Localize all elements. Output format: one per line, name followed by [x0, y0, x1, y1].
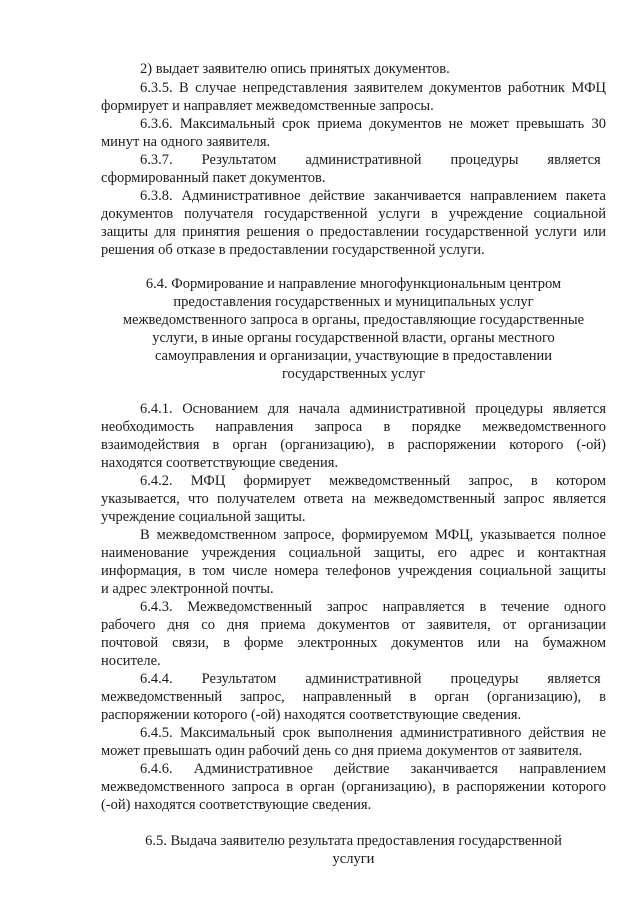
para-line: взаимодействия в орган (организацию), в распоряжении которого (-ой) [101, 437, 606, 453]
para-line: информация, в том числе номера телефонов учреждения социальной защиты [101, 563, 606, 579]
para-line: указывается, что получателем ответа на межведомственный запрос является [101, 491, 606, 507]
section-heading: услуги [332, 851, 375, 867]
para-line: 6.4.2. МФЦ формирует межведомственный запрос, в котором [140, 473, 606, 489]
section-heading: межведомственного запроса в органы, предоставляющие государственные [122, 312, 585, 328]
section-heading: 6.5. Выдача заявителю результата предоставления государственной [145, 833, 562, 849]
para-line: необходимость направления запроса в порядке межведомственного [101, 419, 606, 435]
para-line: 6.4.3. Межведомственный запрос направляется в течение одного [140, 599, 606, 615]
para-line: решения об отказе в предоставлении государственной услуги. [101, 242, 485, 258]
para-line: может превышать один рабочий день со дня приема документов от заявителя. [101, 743, 583, 759]
para-line: В межведомственном запросе, формируемом МФЦ, указывается полное [140, 527, 606, 543]
para-line: носителе. [101, 653, 161, 669]
section-heading: 6.4. Формирование и направление многофункциональным центром [145, 276, 562, 292]
para-line: формирует и направляет межведомственные запросы. [101, 98, 434, 114]
para-line: защиты для принятия решения о предоставлении государственной услуги или [101, 224, 606, 240]
para-line: почтовой связи, в форме электронных документов или на бумажном [101, 635, 606, 651]
para-line: 6.4.4. Результатом административной процедуры является [140, 671, 601, 687]
para-line: рабочего дня со дня приема документов от заявителя, от организации [101, 617, 606, 633]
para-line: наименование учреждения социальной защиты, его адрес и контактная [101, 545, 606, 561]
section-heading: самоуправления и организации, участвующие в предоставлении [154, 348, 553, 364]
para-line: 6.4.1. Основанием для начала административной процедуры является [140, 401, 606, 417]
para-line: сформированный пакет документов. [101, 170, 326, 186]
para-line: учреждение социальной защиты. [101, 509, 306, 525]
para-line: 6.3.5. В случае непредставления заявителем документов работник МФЦ [140, 80, 606, 96]
section-heading: предоставления государственных и муниципальных услуг [173, 294, 534, 310]
para-line: находятся соответствующие сведения. [101, 455, 339, 471]
para-line: 6.4.5. Максимальный срок выполнения административного действия не [140, 725, 606, 741]
para-line: минут на одного заявителя. [101, 134, 271, 150]
para-line: 6.4.6. Административное действие заканчивается направлением [140, 761, 606, 777]
para-line: 6.3.6. Максимальный срок приема документов не может превышать 30 [140, 116, 606, 132]
para-line: документов получателя государственной услуги в учреждение социальной [101, 206, 606, 222]
para-line: распоряжении которого (-ой) находятся соответствующие сведения. [101, 707, 522, 723]
section-heading: услуги, в иные органы государственной власти, органы местного [152, 330, 555, 346]
para-line: межведомственный запрос, направленный в орган (организацию), в [101, 689, 606, 705]
para-line: (-ой) находятся соответствующие сведения. [101, 797, 372, 813]
para-line: 2) выдает заявителю опись принятых документов. [140, 61, 450, 77]
para-line: и адрес электронной почты. [101, 581, 274, 597]
para-line: 6.3.8. Административное действие заканчивается направлением пакета [140, 188, 606, 204]
para-line: 6.3.7. Результатом административной процедуры является [140, 152, 601, 168]
para-line: межведомственного запроса в орган (организацию), в распоряжении которого [101, 779, 606, 795]
section-heading: государственных услуг [281, 366, 426, 382]
